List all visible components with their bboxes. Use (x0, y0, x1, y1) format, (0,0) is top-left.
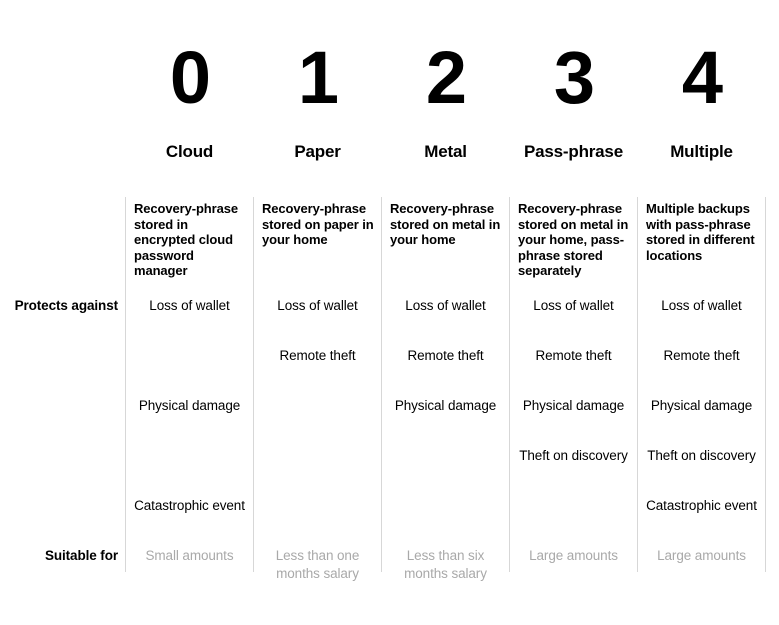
column-name: Multiple (670, 142, 733, 161)
column-name: Cloud (165, 142, 214, 161)
column-metal (382, 0, 509, 625)
level-number: 2 (425, 36, 466, 119)
protection-cell: Loss of wallet (533, 298, 614, 313)
suitable-cell: Small amounts (145, 548, 234, 563)
column-description: Recovery-phrase stored in encrypted cloud password manager (134, 201, 238, 278)
column-multiple (638, 0, 765, 625)
protection-cell: Physical damage (650, 398, 753, 413)
column-name: Metal (424, 142, 467, 161)
suitable-cell: Large amounts (657, 548, 746, 563)
protection-cell: Loss of wallet (661, 298, 742, 313)
protection-cell: Physical damage (138, 398, 241, 413)
protection-cell: Loss of wallet (405, 298, 486, 313)
level-number: 1 (297, 36, 338, 119)
protection-cell: Remote theft (279, 348, 356, 363)
protection-cell: Loss of wallet (277, 298, 358, 313)
protection-cell: Remote theft (663, 348, 740, 363)
protection-cell: Remote theft (407, 348, 484, 363)
column-description: Recovery-phrase stored on metal in your home, pass-phrase stored separately (518, 201, 629, 278)
column-name: Paper (294, 142, 341, 161)
suitable-cell: Less than six months salary (404, 548, 487, 581)
divider-line (765, 197, 766, 572)
suitable-cell: Large amounts (529, 548, 618, 563)
protection-cell: Physical damage (394, 398, 497, 413)
protection-cell: Catastrophic event (134, 498, 245, 513)
column-description: Recovery-phrase stored on metal in your home (390, 201, 501, 247)
level-number: 4 (681, 36, 722, 119)
protection-cell: Loss of wallet (149, 298, 230, 313)
protection-cell: Theft on discovery (519, 448, 628, 463)
row-label-suitable-for: Suitable for (44, 548, 118, 563)
level-number: 3 (553, 36, 594, 119)
column-description: Multiple backups with pass-phrase stored in different locations (646, 201, 755, 263)
column-cloud (126, 0, 253, 625)
protection-cell: Catastrophic event (646, 498, 757, 513)
row-label-protects-against: Protects against (14, 298, 118, 313)
level-number: 0 (169, 36, 210, 119)
column-description: Recovery-phrase stored on paper in your home (262, 201, 374, 247)
protection-cell: Physical damage (522, 398, 625, 413)
column-pass-phrase (510, 0, 637, 625)
suitable-cell: Less than one months salary (275, 548, 360, 581)
protection-cell: Theft on discovery (647, 448, 756, 463)
column-name: Pass-phrase (524, 142, 623, 161)
protection-cell: Remote theft (535, 348, 612, 363)
column-paper (254, 0, 381, 625)
